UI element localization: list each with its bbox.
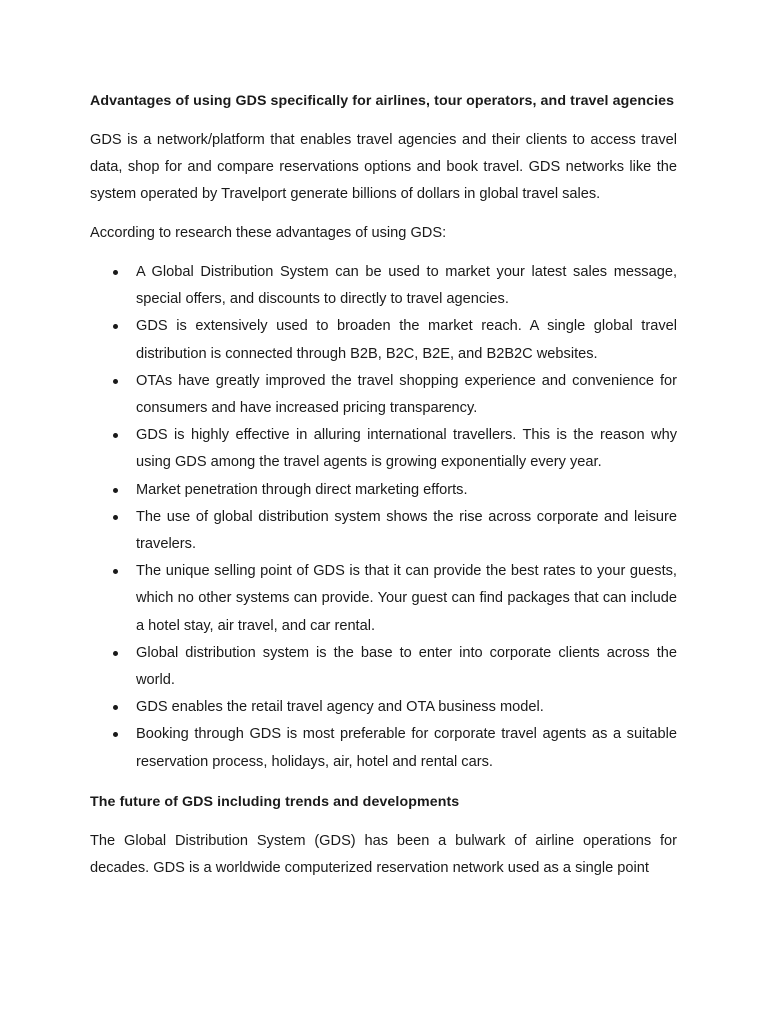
list-item-text: Booking through GDS is most preferable for corporate travel agents as a suitable reservation process, holidays, air, hotel and rental cars. — [136, 726, 677, 770]
list-item — [90, 721, 677, 775]
list-item — [90, 640, 677, 694]
list-item-text: OTAs have greatly improved the travel shopping experience and convenience for consumers and have increased pricing transparency. — [136, 372, 677, 417]
advantages-list — [90, 259, 677, 776]
list-item-text: GDS is extensively used to broaden the market reach. A single global travel distribution is connected through B2B, B2C, B2E, and B2B2C websites. — [136, 318, 677, 362]
list-item-text: GDS is highly effective in alluring international travellers. This is the reason why using GDS among the travel agents is growing exponentially every year. — [136, 427, 677, 471]
list-item — [90, 313, 677, 367]
list-item-text: The use of global distribution system shows the rise across corporate and leisure travelers. — [136, 508, 677, 553]
list-item-text: The unique selling point of GDS is that it can provide the best rates to your guests, which no other systems can provide. Your guest can find packages that can include a hotel stay, air travel, and car rental. — [136, 563, 677, 634]
list-item — [90, 422, 677, 476]
list-item-text: Global distribution system is the base to enter into corporate clients across the world. — [136, 644, 677, 689]
list-item — [90, 558, 677, 640]
intro-paragraph: GDS is a network/platform that enables travel agencies and their clients to access travel data, shop for and compare reservations options and book travel. GDS networks like the system operated by Travelport generate billions of dollars in global travel sales. — [90, 132, 677, 202]
list-item — [90, 504, 677, 558]
bullet-icon — [113, 433, 118, 438]
list-item — [90, 477, 677, 504]
list-item-text: A Global Distribution System can be used to market your latest sales message, special offers, and discounts to directly to travel agencies. — [136, 264, 677, 308]
bullet-icon — [113, 324, 118, 329]
list-item-text: Market penetration through direct marketing efforts. — [136, 481, 468, 498]
list-item — [90, 259, 677, 313]
section-heading-future: The future of GDS including trends and developments — [90, 793, 460, 810]
bullet-icon — [113, 515, 118, 520]
bullet-icon — [113, 488, 118, 493]
bullet-icon — [113, 270, 118, 275]
bullet-icon — [113, 705, 118, 710]
document-page — [90, 88, 677, 882]
research-lead-paragraph: According to research these advantages of using GDS: — [90, 225, 447, 241]
bullet-icon — [113, 379, 118, 384]
section-heading-advantages: Advantages of using GDS specifically for airlines, tour operators, and travel agencies — [90, 93, 675, 109]
bullet-icon — [113, 732, 118, 737]
list-item — [90, 368, 677, 422]
bullet-icon — [113, 651, 118, 656]
bullet-icon — [113, 569, 118, 574]
list-item — [90, 694, 677, 721]
future-paragraph: The Global Distribution System (GDS) has been a bulwark of airline operations for decades. GDS is a worldwide computerized reservation network used as a single point — [90, 832, 677, 876]
list-item-text: GDS enables the retail travel agency and OTA business model. — [136, 699, 544, 716]
